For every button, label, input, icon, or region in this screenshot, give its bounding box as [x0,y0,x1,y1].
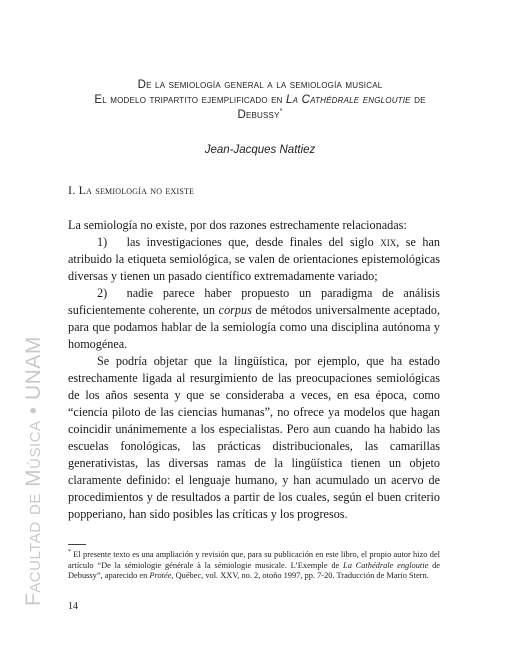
chapter-header [60,78,460,123]
paragraph-1: La semiología no existe, por dos razones estrechamente relacionadas: [68,218,407,232]
footnote-italic-title: La Cathédrale engloutie [343,560,429,570]
spine-watermark: Facultad de Música • UNAM [22,336,45,606]
footnote-text-c: , Québec, vol. XXV, no. 2, otoño 1997, pp. 7-20. Traducción de Mario Stern. [171,571,429,581]
paragraph-3 [68,285,440,353]
paragraph-2-lead: 1) las investigaciones que, desde finales del siglo [97,235,381,249]
footnote-text-a: El presente texto es una ampliación y revisión que, para su publicación en este libro, el propio autor hizo del artículo “De la sémiologie générale à la sémiologie musicale. L’Exemple de [68,550,440,570]
header-line-2 [60,93,460,108]
paragraph-3-lead: 2) nadie parece haber propuesto un paradigma de análisis suficientemente coherente, un [68,286,440,317]
body-text [68,217,440,523]
header-line-3 [60,108,460,123]
footnote-text [68,550,440,582]
header-line-2-suffix: de [410,94,426,106]
century-numeral: xix [380,235,397,249]
header-line-2-prefix: El modelo tripartito ejemplificado en [94,94,287,106]
footnote-italic-journal: Protée [149,571,172,581]
footnote [68,550,440,582]
footnote-mark: * [68,549,71,556]
header-line-3-text: Debussy [237,109,280,121]
header-line-2-title: La Cathédrale engloutie [286,94,411,106]
paragraph-3-rest: de métodos universalmente aceptado, para que podamos hablar de la semiología como una disciplina autónoma y homogénea. [68,303,440,351]
section-title: I. La semiología no existe [68,183,195,197]
footnote-text-b: de Debussy”, aparecido en [68,560,440,581]
paragraph-4: Se podría objetar que la lingüística, por ejemplo, que ha estado estrechamente ligada al resurgimiento de las preocupaciones semiológicas de los años sesenta y que se consideraba a veces, en esa época, como “ciencia piloto de las ciencias humanas”, no ofrece ya modelos que hagan coincidir unánimemente a los especialistas. Pero aun cuando ha habido las escuelas fonológicas, las prácticas distribucionales, las camarillas generativistas, las diversas ramas de la lingüística tienen un objeto claramente definido: el lenguaje humano, y han acumulado un acervo de procedimientos y de resultados a partir de los cuales, según el buen criterio popperiano, han sido posibles las críticas y los progresos. [68,354,440,521]
header-footnote-mark: * [279,108,283,116]
corpus-italic: corpus [218,303,252,317]
paragraph-2 [68,234,440,285]
footnote-divider [68,544,86,545]
page-number: 14 [68,601,78,612]
paragraph-2-rest: , se han atribuido la etiqueta semiológica, se valen de orientaciones epistemológicas diversas y tienen un pasado científico extremadamente variado; [68,235,440,283]
header-line-1: De la semiología general a la semiología musical [137,79,383,91]
author-name: Jean-Jacques Nattiez [204,144,316,156]
